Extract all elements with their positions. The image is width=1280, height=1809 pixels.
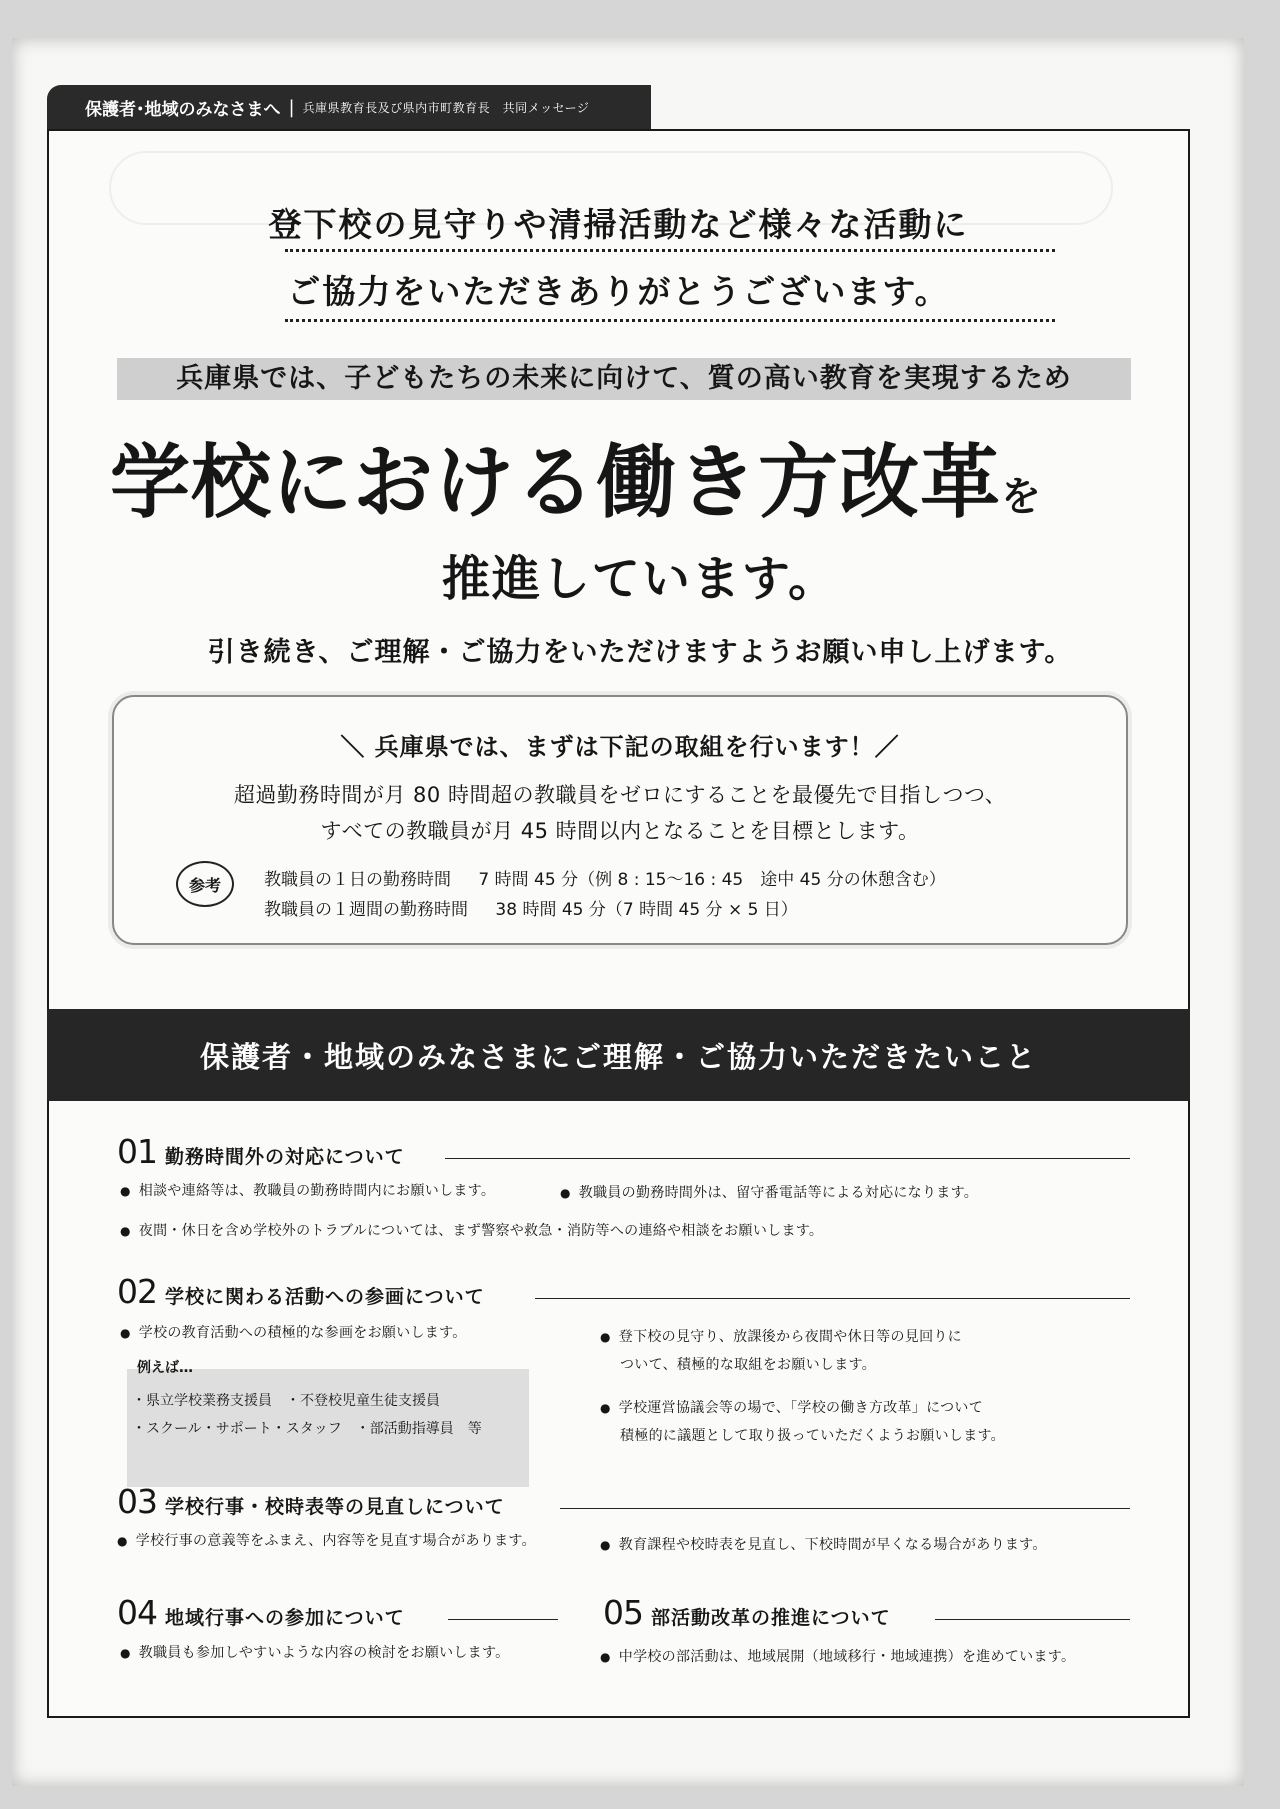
bullet-continuation: 積極的に議題として取り扱っていただくようお願いします。 — [620, 1428, 1005, 1444]
section-rule — [535, 1298, 1130, 1299]
bullet-item: ● 教育課程や校時表を見直し、下校時間が早くなる場合があります。 — [600, 1534, 1047, 1554]
section-title: 学校行事・校時表等の見直しについて — [165, 1496, 505, 1518]
section-number: 04 — [117, 1593, 157, 1632]
reference-badge: 参考 — [176, 861, 234, 907]
bullet-item: ● 教職員も参加しやすいような内容の検討をお願いします。 — [120, 1642, 509, 1662]
bullet-item: ● 夜間・休日を含め学校外のトラブルについては、まず警察や救急・消防等への連絡や相談をお願いします。 — [120, 1220, 823, 1240]
commitment-line-1: 超過勤務時間が月 80 時間超の教職員をゼロにすることを最優先で目指しつつ、 — [233, 783, 1007, 807]
section-number: 03 — [117, 1482, 157, 1521]
section-02-heading — [117, 1272, 485, 1311]
headline-line-2: 推進しています。 — [441, 551, 839, 607]
bullet-item: ● 登下校の見守り、放課後から夜間や休日等の見回りに — [600, 1326, 962, 1346]
headline-particle: を — [1001, 474, 1042, 520]
tab-separator: | — [288, 96, 295, 118]
section-number: 05 — [603, 1593, 643, 1632]
reference-daily-label: 教職員の１日の勤務時間 — [264, 870, 451, 890]
section-title: 勤務時間外の対応について — [165, 1146, 405, 1168]
reference-daily-value: 7 時間 45 分（例 8 : 15～16 : 45 途中 45 分の休憩含む） — [478, 870, 946, 890]
bullet-continuation: ついて、積極的な取組をお願いします。 — [620, 1357, 876, 1373]
example-line: ・県立学校業務支援員 ・不登校児童生徒支援員 — [132, 1393, 440, 1409]
bullet-item: ● 教職員の勤務時間外は、留守番電話等による対応になります。 — [560, 1182, 978, 1202]
lead-text: 兵庫県では、子どもたちの未来に向けて、質の高い教育を実現するため — [117, 358, 1131, 400]
dotted-divider — [285, 249, 1055, 252]
request-text: 引き続き、ご理解・ご協力をいただけますようお願い申し上げます。 — [207, 637, 1073, 668]
example-title: 例えば… — [137, 1360, 193, 1376]
section-01-heading — [117, 1132, 405, 1171]
bullet-item: ● 相談や連絡等は、教職員の勤務時間内にお願いします。 — [120, 1180, 495, 1200]
section-number: 01 — [117, 1132, 157, 1171]
requests-banner: 保護者・地域のみなさまにご理解・ご協力いただきたいこと — [47, 1009, 1190, 1101]
commitment-title: ＼ 兵庫県では、まずは下記の取組を行います！／ — [340, 733, 900, 761]
section-rule — [935, 1619, 1130, 1620]
section-number: 02 — [117, 1272, 157, 1311]
bullet-item: ● 学校の教育活動への積極的な参画をお願いします。 — [120, 1322, 467, 1342]
bullet-item: ● 中学校の部活動は、地域展開（地域移行・地域連携）を進めています。 — [600, 1646, 1075, 1666]
section-title: 部活動改革の推進について — [651, 1607, 891, 1629]
reference-weekly — [264, 895, 798, 920]
thanks-line-2: ご協力をいただきありがとうございます。 — [287, 272, 950, 311]
section-rule — [448, 1619, 558, 1620]
headline-main: 学校における働き方改革 — [110, 436, 1001, 529]
reference-weekly-value: 38 時間 45 分（7 時間 45 分 × 5 日） — [495, 900, 798, 920]
commitment-box — [112, 695, 1128, 945]
thanks-line-1: 登下校の見守りや清掃活動など様々な活動に — [268, 205, 969, 244]
tab-subtitle: 兵庫県教育長及び県内市町教育長 共同メッセージ — [302, 100, 590, 115]
commitment-line-2: すべての教職員が月 45 時間以内となることを目標とします。 — [320, 819, 920, 843]
section-rule — [560, 1508, 1130, 1509]
reference-weekly-label: 教職員の１週間の勤務時間 — [264, 900, 468, 920]
section-title: 地域行事への参加について — [165, 1607, 405, 1629]
reference-daily — [264, 865, 946, 890]
section-title: 学校に関わる活動への参画について — [165, 1286, 485, 1308]
section-05-heading — [603, 1593, 891, 1632]
tab-title: 保護者･地域のみなさまへ — [85, 99, 281, 120]
dotted-divider — [285, 319, 1055, 322]
section-rule — [445, 1158, 1130, 1159]
example-line: ・スクール・サポート・スタッフ ・部活動指導員 等 — [132, 1421, 482, 1437]
bullet-item: ● 学校運営協議会等の場で、「学校の働き方改革」について — [600, 1397, 983, 1417]
section-03-heading — [117, 1482, 505, 1521]
section-04-heading — [117, 1593, 405, 1632]
header-tab — [47, 85, 651, 129]
bullet-item: ● 学校行事の意義等をふまえ、内容等を見直す場合があります。 — [117, 1530, 536, 1550]
main-headline — [110, 418, 1110, 533]
